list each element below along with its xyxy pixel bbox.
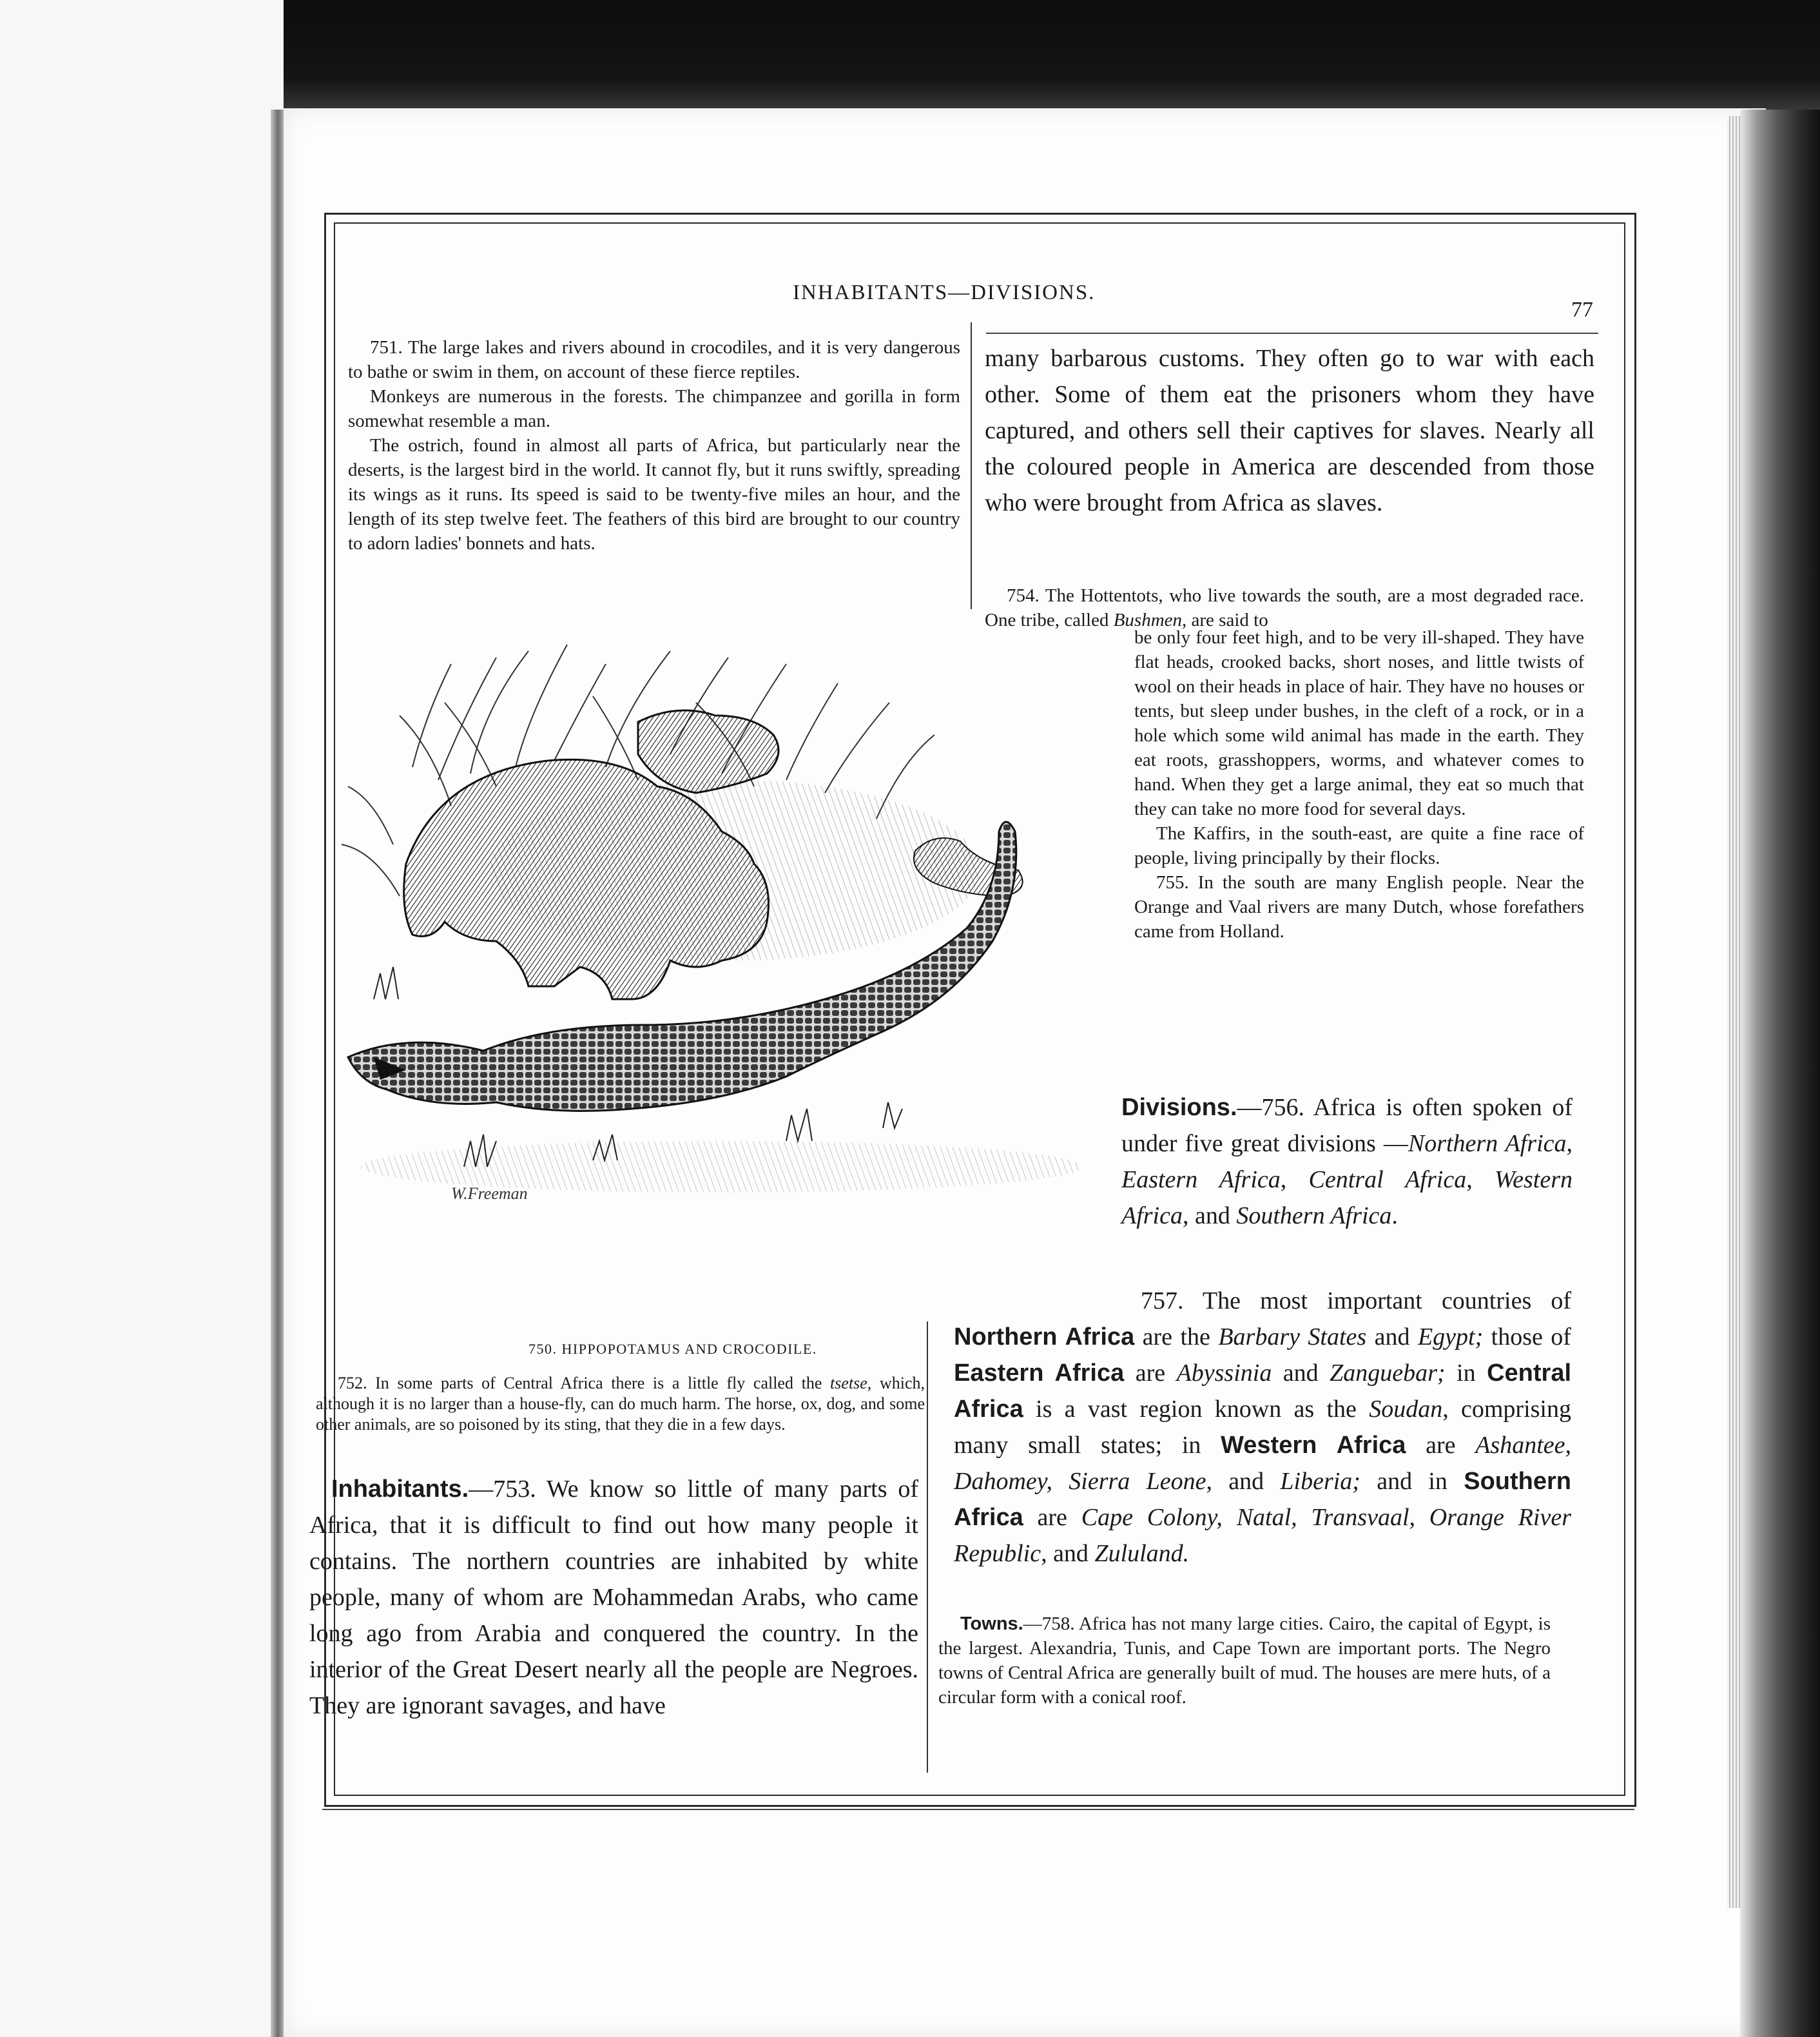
section-heading: Divisions. bbox=[1121, 1094, 1237, 1121]
text-run: —756. Africa is often spoken of under five great divisions — bbox=[1121, 1094, 1573, 1157]
paragraph-kaffirs: The Kaffirs, in the south-east, are quite a fine race of people, living principally by their flocks. bbox=[1134, 823, 1584, 868]
term: Barbary States bbox=[1218, 1323, 1367, 1350]
term-tsetse: tsetse bbox=[830, 1374, 867, 1392]
term-bushmen: Bushmen bbox=[1113, 610, 1183, 630]
paragraph-754-body: be only four feet high, and to be very ill-shaped. They have flat heads, crooked backs, short noses, and little twists of wool on their heads in place of hair. They have no houses or tents, but sleep under bushes, in the cleft of a rock, or in a hole which some wild animal has made in the earth. They eat roots, grasshoppers, worms, and whatever comes to hand. When they get a large animal, they eat so much that they can take no more food for several days. bbox=[1134, 627, 1584, 819]
term: Zanguebar; bbox=[1330, 1360, 1446, 1387]
paragraph-755: 755. In the south are many English people. Near the Orange and Vaal rivers are many Dutch, whose forefathers came from Holland. bbox=[1134, 872, 1584, 942]
text-run: are the bbox=[1134, 1323, 1219, 1350]
book-cover-edge bbox=[1740, 110, 1820, 2037]
column-right-top bbox=[985, 340, 1594, 521]
page-number: 77 bbox=[1571, 298, 1593, 322]
text-run: , and bbox=[1041, 1540, 1095, 1567]
paragraph-752 bbox=[316, 1373, 925, 1435]
term: Northern Africa bbox=[1408, 1130, 1567, 1157]
section-towns bbox=[938, 1612, 1551, 1710]
region-name: Northern Africa bbox=[954, 1323, 1135, 1350]
text-run: , and bbox=[1206, 1468, 1281, 1495]
term: Liberia; bbox=[1280, 1468, 1360, 1495]
column-divider bbox=[971, 322, 972, 609]
text-run: , bbox=[1466, 1166, 1495, 1193]
text-run: , which, although it is no larger than a house-fly, can do much harm. The horse, ox, dog, and some other animals, are so poisoned by its sting, that they die in a few days. bbox=[316, 1374, 925, 1434]
paragraph-ostrich: The ostrich, found in almost all parts of Africa, but particularly near the deserts, is the largest bird in the world. It cannot fly, but it runs swiftly, spreading its wings as it runs. Its speed is said to be twenty-five miles an hour, and the length of its step twelve feet. The feathers of this bird are brought to our country to adorn ladies' bonnets and hats. bbox=[348, 435, 960, 554]
text-run: those of bbox=[1483, 1323, 1571, 1350]
term: Egypt; bbox=[1417, 1323, 1484, 1350]
paragraph-754-wrap bbox=[1134, 625, 1584, 944]
header-rule bbox=[986, 333, 1598, 334]
term: Southern Africa bbox=[1236, 1202, 1392, 1229]
text-run: , bbox=[1566, 1130, 1573, 1157]
text-run: is a vast region known as the bbox=[1023, 1396, 1370, 1423]
figure-caption: 750. HIPPOPOTAMUS AND CROCODILE. bbox=[528, 1341, 817, 1357]
text-run: 757. The most important countries of bbox=[1141, 1287, 1571, 1314]
book-gutter bbox=[271, 110, 285, 2037]
paragraph-monkeys: Monkeys are numerous in the forests. The chimpanzee and gorilla in form somewhat resemble a man. bbox=[348, 386, 960, 431]
running-head: INHABITANTS—DIVISIONS. bbox=[793, 281, 1096, 304]
text-run: , bbox=[1280, 1166, 1309, 1193]
text-run: 754. The Hottentots, who live towards the south, are a most degraded race. One tribe, called bbox=[985, 585, 1584, 630]
text-run: are bbox=[1406, 1432, 1476, 1459]
page-border-bottom-rule bbox=[322, 1809, 1634, 1810]
text-run: , and bbox=[1182, 1202, 1237, 1229]
section-inhabitants bbox=[309, 1471, 918, 1724]
term: Western Africa bbox=[1121, 1166, 1573, 1229]
term: Zululand. bbox=[1094, 1540, 1190, 1567]
term: Abyssinia bbox=[1176, 1360, 1272, 1387]
text-run: 752. In some parts of Central Africa there is a little fly called the bbox=[338, 1374, 831, 1392]
section-divisions: Divisions.—756. Africa is often spoken of under five great divisions —Northern Africa, Eastern Africa, Central Africa, Western Africa, and Southern Africa. bbox=[1121, 1094, 1573, 1229]
region-name: Southern Africa bbox=[954, 1468, 1571, 1531]
section-heading: Inhabitants. bbox=[331, 1476, 469, 1503]
paragraph-751: 751. The large lakes and rivers abound in crocodiles, and it is very dangerous to bathe or swim in them, on account of these fierce reptiles. bbox=[348, 337, 960, 382]
term: Ashantee, Dahomey, Sierra Leone bbox=[954, 1432, 1571, 1495]
term: Cape Colony, Natal, Transvaal, Orange River Republic bbox=[954, 1504, 1571, 1567]
engraver-signature: W.Freeman bbox=[451, 1184, 528, 1203]
text-run: and in bbox=[1360, 1468, 1464, 1495]
hippopotamus-crocodile-engraving bbox=[335, 638, 1108, 1341]
text-run: in bbox=[1445, 1360, 1487, 1387]
text-run: are bbox=[1124, 1360, 1177, 1387]
term: Central Africa bbox=[1308, 1166, 1467, 1193]
text-run: are bbox=[1023, 1504, 1081, 1531]
term: Eastern Africa bbox=[1121, 1166, 1281, 1193]
facing-blank-page bbox=[0, 0, 284, 2037]
region-name: Central Africa bbox=[954, 1360, 1572, 1423]
term: Soudan bbox=[1369, 1396, 1443, 1423]
text-run: and bbox=[1272, 1360, 1330, 1387]
text-run: and bbox=[1366, 1323, 1418, 1350]
column-left-top bbox=[348, 335, 960, 556]
text-run: , are said to bbox=[1182, 610, 1268, 630]
region-name: Western Africa bbox=[1221, 1432, 1406, 1459]
text-run: —753. We know so little of many parts of Africa, that it is difficult to find out how many people it contains. The northern countries are inhabited by white people, many of whom are Mohammedan Arabs, who came long ago from Arabia and conquered the country. In the interior of the Great Desert nearly all the people are Negroes. They are ignorant savages, and have bbox=[309, 1476, 918, 1719]
section-heading: Towns. bbox=[960, 1613, 1023, 1634]
text-run: —758. Africa has not many large cities. Cairo, the capital of Egypt, is the largest. Alexandria, Tunis, and Cape Town are important ports. The Negro towns of Central Africa are generally built of mud. The houses are mere huts, of a circular form with a conical roof. bbox=[938, 1613, 1551, 1708]
region-name: Eastern Africa bbox=[954, 1360, 1125, 1387]
paragraph-continuation: many barbarous customs. They often go to war with each other. Some of them eat the prisoners whom they have captured, and others sell their captives for slaves. Nearly all the coloured people in America are descended from those who were brought from Africa as slaves. bbox=[985, 345, 1594, 516]
text-run: , comprising many small states; in bbox=[954, 1396, 1571, 1459]
column-divider bbox=[927, 1321, 928, 1773]
